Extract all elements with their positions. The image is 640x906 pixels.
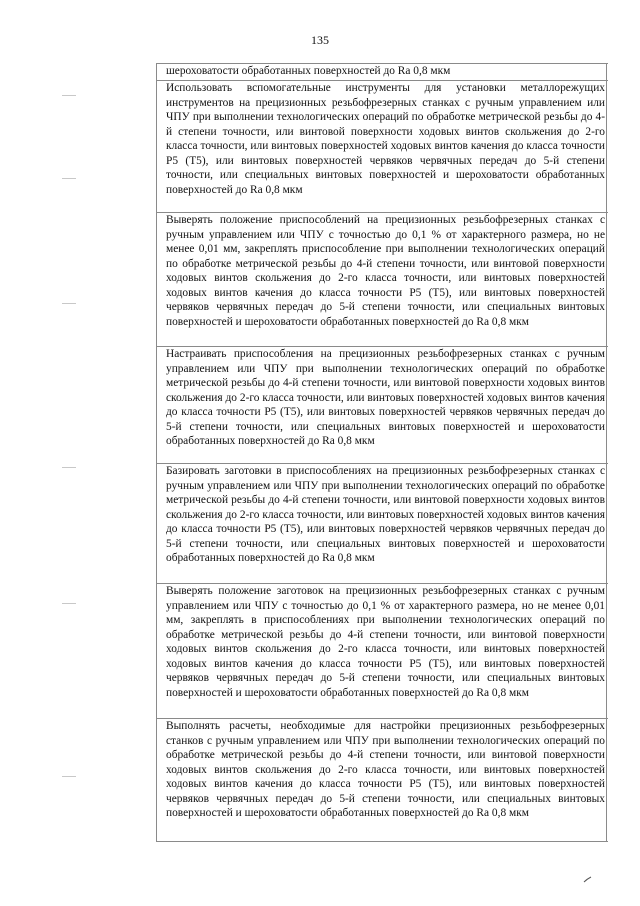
scan-margin-mark bbox=[62, 95, 76, 96]
table-row bbox=[157, 80, 608, 212]
table-row bbox=[157, 718, 608, 842]
scan-margin-mark bbox=[62, 603, 76, 604]
scan-margin-mark bbox=[62, 467, 76, 468]
row-text: Использовать вспомогательные инструменты для установки металлорежущих инструментов на прецизионных резьбофрезерных станках с ручным управлением или ЧПУ при выполнении технологических операций по обработке метрической резьбы до 4-й степени точности, или винтовой поверхности ходовых винтов скольжения до 2-го класса точности, или винтовых поверхностей ходовых винтов качения до класса точности Р5 (Т5), или винтовых поверхностей червяков червячных передач до 5-й степени точности, или специальных винтовых поверхностей и шероховатости обработанных поверхностей до Ra 0,8 мкм bbox=[166, 82, 605, 196]
table-row bbox=[157, 583, 608, 718]
row-text: шероховатости обработанных поверхностей до Ra 0,8 мкм bbox=[166, 65, 451, 77]
row-text: Базировать заготовки в приспособлениях на прецизионных резьбофрезерных станках с ручным управлением или ЧПУ при выполнении технологических операций по обработке метрической резьбы до 4-й степени точности, или винтовой поверхности ходовых винтов скольжения до 2-го класса точности, или винтовых поверхностей ходовых винтов качения до класса точности Р5 (Т5), или винтовых поверхностей червяков червячных передач до 5-й степени точности, или специальных винтовых поверхностей и шероховатости обработанных поверхностей до Ra 0,8 мкм bbox=[166, 465, 605, 565]
skills-table bbox=[156, 63, 607, 842]
row-text: Настраивать приспособления на прецизионных резьбофрезерных станках с ручным управлением или ЧПУ при выполнении технологических операций по обработке метрической резьбы до 4-й степени точности, или винтовой поверхности ходовых винтов скольжения до 2-го класса точности, или винтовых поверхностей ходовых винтов качения до класса точности Р5 (Т5), или винтовых поверхностей червяков червячных передач до 5-й степени точности, или специальных винтовых поверхностей и шероховатости обработанных поверхностей до Ra 0,8 мкм bbox=[166, 348, 605, 448]
row-text: Выверять положение заготовок на прецизионных резьбофрезерных станках с ручным управлением или ЧПУ с точностью до 0,1 % от характерного размера, но не менее 0,01 мм, закреплять в приспособлениях при выполнении технологических операций по обработке метрической резьбы до 4-й степени точности, или винтовой поверхности ходовых винтов скольжения до 2-го класса точности, или винтовых поверхностей ходовых винтов качения до класса точности Р5 (Т5), или винтовых поверхностей червяков червячных передач до 5-й степени точности, или специальных винтовых поверхностей и шероховатости обработанных поверхностей до Ra 0,8 мкм bbox=[166, 585, 605, 699]
table-row bbox=[157, 346, 608, 463]
table-row bbox=[157, 463, 608, 583]
scan-margin-mark bbox=[62, 776, 76, 777]
scan-margin-mark bbox=[62, 303, 76, 304]
page-number: 135 bbox=[311, 33, 329, 47]
table-row bbox=[157, 63, 608, 80]
table-row bbox=[157, 212, 608, 346]
scan-margin-mark bbox=[62, 178, 76, 179]
scan-corner-mark bbox=[583, 876, 593, 884]
row-text: Выполнять расчеты, необходимые для настройки прецизионных резьбофрезерных станков с ручным управлением или ЧПУ при выполнении технологических операций по обработке метрической резьбы до 4-й степени точности, или винтовой поверхности ходовых винтов скольжения до 2-го класса точности, или винтовых поверхностей ходовых винтов качения до класса точности Р5 (Т5), или винтовых поверхностей червяков червячных передач до 5-й степени точности, или специальных винтовых поверхностей и шероховатости обработанных поверхностей до Ra 0,8 мкм bbox=[166, 720, 605, 820]
row-text: Выверять положение приспособлений на прецизионных резьбофрезерных станках с ручным управлением или ЧПУ с точностью до 0,1 % от характерного размера, но не менее 0,01 мм, закреплять приспособление при выполнении технологических операций по обработке метрической резьбы до 4-й степени точности, или винтовой поверхности ходовых винтов скольжения до 2-го класса точности, или винтовых поверхностей ходовых винтов качения до класса точности Р5 (Т5), или винтовых поверхностей червяков червячных передач до 5-й степени точности, или специальных винтовых поверхностей и шероховатости обработанных поверхностей до Ra 0,8 мкм bbox=[166, 214, 605, 328]
